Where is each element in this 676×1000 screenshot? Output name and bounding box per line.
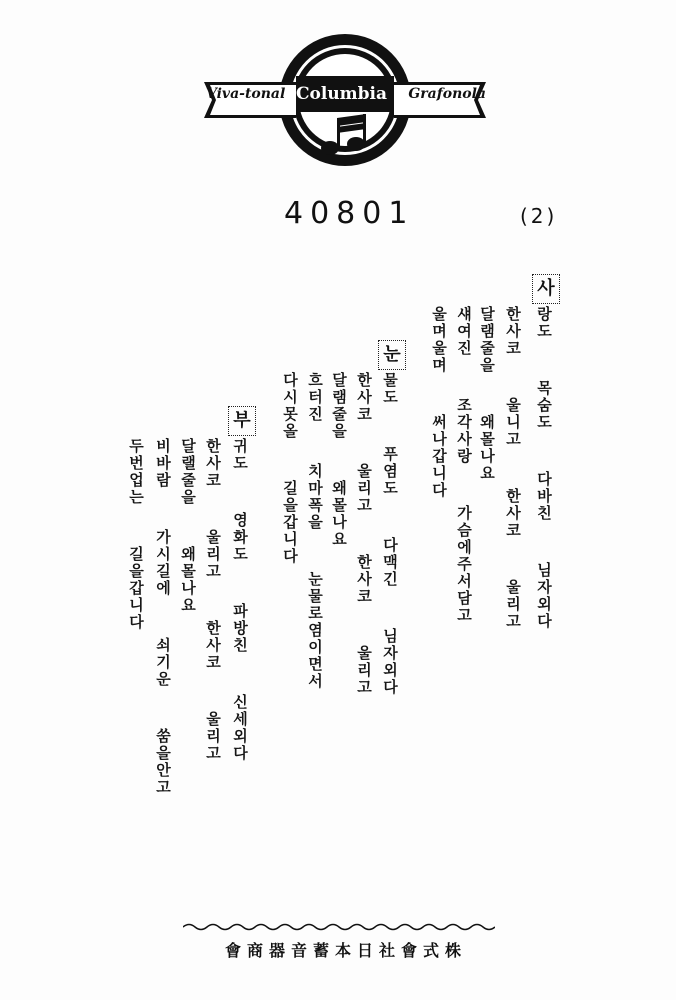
- side-number: (2): [520, 204, 558, 228]
- stanza-3-line-5: 두번업는 길을갑니다: [127, 438, 145, 631]
- stanza-3-line-2: 한사코 울리고 한사코 울리고: [204, 438, 222, 762]
- stanza-3-line-1: 귀도 영화도 파방친 신세외다: [231, 438, 249, 762]
- stanza-1-line-2: 한사코 울니고 한사코 울리고: [504, 306, 522, 630]
- stanza-2-line-5: 다시못올 길을갑니다: [281, 372, 299, 565]
- stanza-2-line-4: 흐터진 치마폭을 눈물로염이면서: [306, 372, 324, 690]
- columbia-logo: [200, 30, 490, 170]
- stanza-3-line-4: 비바람 가시길에 쇠기운 쑴을안고: [154, 438, 172, 796]
- stanza-2-mark: 눈: [378, 340, 406, 370]
- columbia-text: Columbia: [296, 84, 388, 104]
- stanza-1-line-4: 섀여진 조각사랑 가슴에주서담고: [455, 306, 473, 624]
- catalog-number: 40801: [284, 196, 415, 231]
- stanza-2-line-1: 물도 푸염도 다맥긴 님자외다: [381, 372, 399, 696]
- publisher-footer: 會商器音蓄本日社會式株: [225, 941, 468, 960]
- grafonola-text: Grafonola: [408, 86, 486, 102]
- stanza-1-mark: 사: [532, 274, 560, 304]
- wavy-divider: [183, 922, 495, 932]
- stanza-1-line-1: 랑도 목숨도 다바친 님자외다: [535, 306, 553, 630]
- stanza-1-line-5: 울며울며 써나갑니다: [430, 306, 448, 499]
- stanza-2-line-3: 달램줄을 왜몰나요: [330, 372, 348, 548]
- stanza-3-line-3: 달랠줄을 왜몰나요: [179, 438, 197, 614]
- stanza-3-mark: 부: [228, 406, 256, 436]
- stanza-2-line-2: 한사코 울리고 한사코 울리고: [355, 372, 373, 696]
- stanza-1-line-3: 달램줄을 왜몰나요: [478, 306, 496, 482]
- viva-tonal-text: Viva-tonal: [206, 86, 286, 102]
